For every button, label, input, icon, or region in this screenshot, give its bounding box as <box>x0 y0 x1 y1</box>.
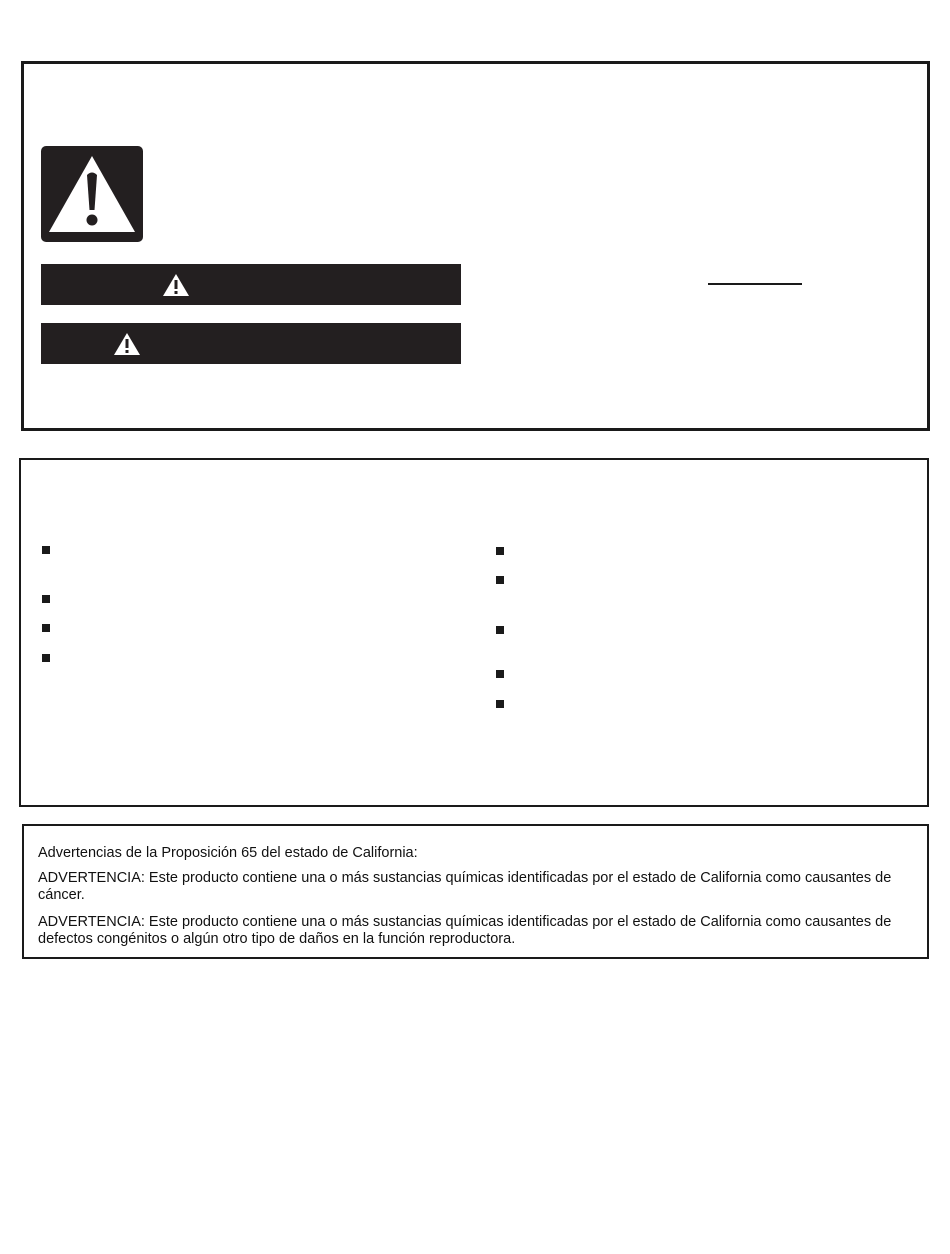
prop65-warning-box <box>22 824 929 959</box>
bullet-right-4 <box>496 670 504 678</box>
prop65-heading: Advertencias de la Proposición 65 del estado de California: <box>38 845 418 861</box>
bullet-right-5 <box>496 700 504 708</box>
bullet-right-2 <box>496 576 504 584</box>
bullet-left-4 <box>42 654 50 662</box>
bullet-left-1 <box>42 546 50 554</box>
prop65-warning-birth-defects: ADVERTENCIA: Este producto contiene una o más sustancias químicas identificadas por el estado de California como causantes de defectos congénitos o algún otro tipo de daños en la función reproductora. <box>38 914 892 947</box>
safety-alert-symbol-icon <box>41 146 143 242</box>
safety-instructions-box <box>19 458 929 807</box>
warning-triangle-icon <box>113 332 141 356</box>
bullet-left-3 <box>42 624 50 632</box>
bullet-right-1 <box>496 547 504 555</box>
safety-warning-box <box>21 61 930 431</box>
bullet-left-2 <box>42 595 50 603</box>
signal-word-bar-warning <box>41 323 461 364</box>
signal-word-bar-danger <box>41 264 461 305</box>
prop65-warning-cancer: ADVERTENCIA: Este producto contiene una o más sustancias químicas identificadas por el estado de California como causantes de cáncer. <box>38 870 892 903</box>
bullet-right-3 <box>496 626 504 634</box>
warning-triangle-icon <box>162 273 190 297</box>
underline-rule <box>708 283 802 285</box>
